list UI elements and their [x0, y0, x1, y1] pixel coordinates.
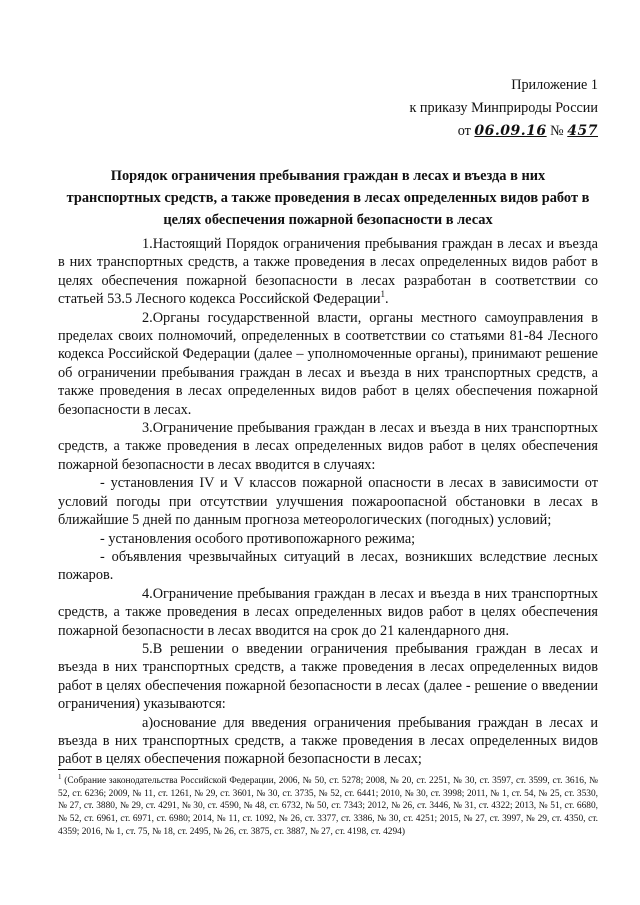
footnote-text: (Собрание законодательства Российской Федерации, 2006, № 50, ст. 5278; 2008, № 20, ст. 2251, № 30, ст. 3597, ст. 3599, ст. 3616, № 52, ст. 6236; 2009, № 11, ст. 1261, № 29, ст. 3601, № 30, ст. 3735, № 52, ст. 6441; 2010, № 30, ст. 3998; 2011, № 1, ст. 54, № 25, ст. 3530, № 27, ст. 3880, № 29, ст. 4291, № 30, ст. 4590, № 48, ст. 6732, № 50, ст. 7343; 2012, № 26, ст. 3446, № 31, ст. 4322; 2013, № 51, ст. 6680, № 52, ст. 6961, ст. 6971, ст. 6980; 2014, № 11, ст. 1092, № 26, ст. 3377, ст. 3386, № 30, ст. 4251; 2015, № 27, ст. 3997, № 29, ст. 4350, ст. 4359; 2016, № 1, ст. 75, № 18, ст. 2495, № 26, ст. 3875, ст. 3887, № 27, ст. 4198, ст. 4294)	[58, 776, 598, 837]
document-body	[58, 235, 598, 769]
subparagraph-a	[58, 714, 598, 769]
paragraph-2	[58, 309, 598, 419]
paragraph-1-number: 1.	[142, 236, 153, 252]
footnote	[58, 772, 598, 839]
from-label: от	[457, 123, 471, 139]
order-reference: к приказу Минприроды России	[409, 100, 598, 116]
paragraph-5-number: 5.	[142, 640, 153, 657]
paragraph-5	[58, 640, 598, 714]
appendix-header	[409, 74, 598, 143]
number-label: №	[550, 123, 564, 139]
paragraph-4-number: 4.	[142, 585, 153, 602]
paragraph-2-number: 2.	[142, 309, 153, 326]
case-item-3: - объявления чрезвычайных ситуаций в лесах, возникших вследствие лесных пожаров.	[58, 548, 598, 584]
paragraph-3-text: Ограничение пребывания граждан в лесах и въезда в них транспортных средств, а также проведения в лесах определенных видов работ в целях обеспечения пожарной безопасности в лесах вводится в случаях:	[58, 420, 598, 473]
paragraph-5-text: В решении о введении ограничения пребывания граждан в лесах и въезда в них транспортных средств, а также проведения в лесах определенных видов работ в целях обеспечения пожарной безопасности в лесах (далее - решение о введении ограничения) указываются:	[58, 640, 598, 713]
appendix-label: Приложение 1	[511, 77, 598, 93]
paragraph-4	[58, 585, 598, 640]
case-item-2: - установления особого противопожарного режима;	[100, 530, 416, 547]
footnote-marker: 1	[380, 289, 386, 300]
footnote-separator	[58, 769, 198, 770]
document-title	[58, 165, 598, 231]
footnote-number: 1	[58, 772, 62, 781]
case-item-1: - установления IV и V классов пожарной опасности в лесах в зависимости от условий погоды при отсутствии улучшения пожароопасной обстановки в лесах в ближайшие 5 дней по данным прогноза метеорологических (погодных) условий;	[58, 475, 598, 529]
paragraph-2-text: Органы государственной власти, органы местного самоуправления в пределах своих полномочий, определенных в соответствии со статьями 81-84 Лесного кодекса Российской Федерации (далее – уполномоченные органы), принимают решение об ограничении пребывания граждан в лесах и въезда в них транспортных средств, а также проведения в лесах определенных видов работ в целях обеспечения пожарной безопасности в лесах.	[58, 309, 598, 418]
paragraph-3	[58, 419, 598, 474]
paragraph-1	[58, 235, 598, 309]
paragraph-1-end: .	[385, 291, 389, 308]
title-line-3: целях обеспечения пожарной безопасности в лесах	[163, 212, 493, 228]
order-date-line	[409, 120, 598, 143]
paragraph-3-number: 3.	[142, 420, 153, 437]
title-line-2: транспортных средств, а также проведения в лесах определенных видов работ в	[66, 190, 590, 206]
subparagraph-a-letter: а)	[142, 714, 154, 731]
subparagraph-a-text: основание для введения ограничения пребывания граждан в лесах и въезда в них транспортных средств, а также проведения в лесах определенных видов работ в целях обеспечения пожарной безопасности в лесах;	[58, 714, 598, 768]
handwritten-date: 06.09.16	[474, 123, 547, 139]
paragraph-4-text: Ограничение пребывания граждан в лесах и въезда в них транспортных средств, а также проведения в лесах определенных видов работ в целях обеспечения пожарной безопасности в лесах вводится на срок до 21 календарного дня.	[58, 585, 598, 639]
paragraph-1-text: Настоящий Порядок ограничения пребывания граждан в лесах и въезда в них транспортных средств, а также проведения в лесах определенных видов работ в целях обеспечения пожарной безопасности в лесах разработан в соответствии со статьей 53.5 Лесного кодекса Российской Федерации	[58, 236, 598, 308]
handwritten-number: 457	[567, 123, 598, 139]
title-line-1: Порядок ограничения пребывания граждан в лесах и въезда в них	[110, 168, 546, 184]
